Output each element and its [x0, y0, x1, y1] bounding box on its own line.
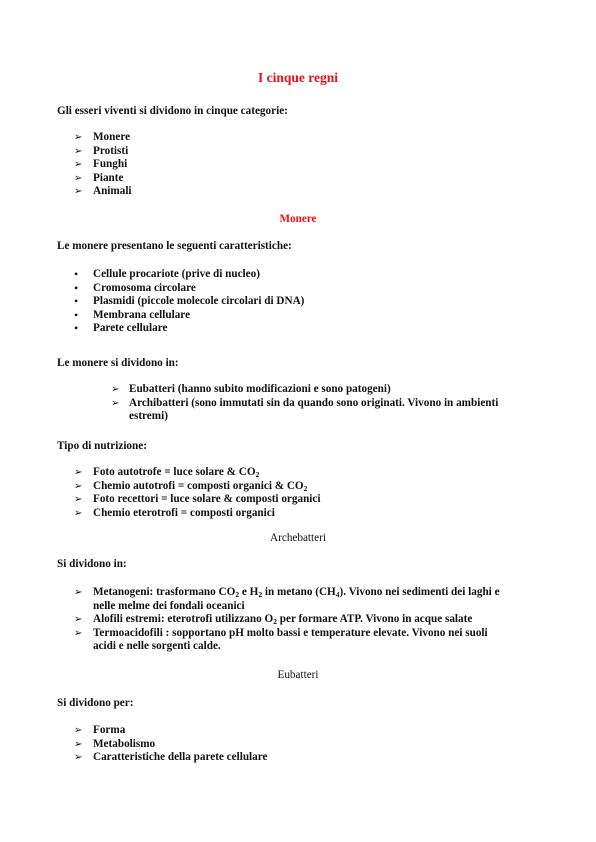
list-item: ➢ Forma	[74, 724, 126, 736]
list-item: ➢ Animali	[74, 185, 132, 198]
arrow-bullet-icon: ➢	[74, 587, 83, 598]
list-item: • Plasmidi (piccole molecole circolari di DNA)	[74, 294, 305, 309]
arrow-bullet-icon: ➢	[111, 384, 120, 395]
arrow-bullet-icon: ➢	[74, 752, 83, 764]
list-item-continuation: nelle melme dei fondali oceanici	[93, 599, 245, 612]
list-item-continuation: estremi)	[129, 410, 168, 423]
bullet-dot-icon: •	[74, 321, 79, 336]
page-title: I cinque regni	[257, 70, 338, 85]
arrow-bullet-icon: ➢	[74, 467, 83, 478]
list-item: ➢ Chemio eterotrofi = composti organici	[74, 506, 275, 519]
list-item: ➢ Monere	[74, 131, 131, 143]
bullet-dot-icon: •	[74, 294, 79, 309]
arrow-bullet-icon: ➢	[74, 507, 83, 519]
list-item: ➢ Metanogeni: trasformano $CO_2$ e $H_2$ in metano $(CH_4)$. Vivono nei sedimenti dei laghi e	[74, 586, 500, 599]
bullet-dot-icon: •	[74, 307, 79, 322]
list-item: ➢ Piante	[74, 171, 124, 184]
arrow-bullet-icon: ➢	[74, 132, 83, 143]
arrow-bullet-icon: ➢	[74, 494, 83, 506]
list-item: ➢ Chemio autotrofi = composti organici & $CO_2$	[74, 479, 308, 493]
section-heading-archebatteri: Archebatteri	[270, 532, 326, 544]
arrow-bullet-icon: ➢	[74, 159, 83, 171]
regni-list	[74, 131, 132, 199]
arrow-bullet-icon: ➢	[74, 725, 83, 736]
arrow-bullet-icon: ➢	[74, 627, 83, 639]
archebatteri-list	[74, 586, 500, 654]
arrow-bullet-icon: ➢	[74, 614, 83, 626]
nutrizione-list	[74, 466, 321, 520]
nutrizione-intro: Tipo di nutrizione:	[57, 440, 147, 452]
list-item: ➢ Foto autotrofe = luce solare & $CO_2$	[74, 466, 260, 479]
eubatteri-intro: Si dividono per:	[57, 697, 134, 709]
arrow-bullet-icon: ➢	[111, 397, 120, 409]
section-heading-monere: Monere	[279, 213, 317, 225]
archebatteri-intro: Si dividono in:	[57, 558, 127, 570]
arrow-bullet-icon: ➢	[74, 186, 83, 198]
list-item: ➢ Protisti	[74, 144, 129, 157]
list-item: • Cellule procariote (prive di nucleo)	[74, 267, 260, 281]
list-item: ➢ Archibatteri (sono immutati sin da quando sono originati. Vivono in ambienti	[111, 396, 499, 409]
eubatteri-list	[74, 724, 268, 765]
arrow-bullet-icon: ➢	[74, 480, 83, 492]
arrow-bullet-icon: ➢	[74, 172, 83, 184]
divisioni-list	[111, 383, 499, 424]
list-item: ➢ Metabolismo	[74, 737, 156, 750]
intro-text: Gli esseri viventi si dividono in cinque categorie:	[57, 105, 288, 117]
list-item: ➢ Alofili estremi: eterotrofi utilizzano $O_2$ per formare ATP. Vivono in acque salate	[74, 613, 473, 627]
bullet-dot-icon: •	[74, 267, 79, 281]
caratteristiche-list	[74, 267, 305, 336]
monere-intro: Le monere presentano le seguenti caratteristiche:	[57, 240, 292, 252]
list-item: • Cromosoma circolare	[74, 280, 196, 295]
list-item: ➢ Funghi	[74, 158, 128, 171]
list-item: ➢ Termoacidofili : sopportano pH molto bassi e temperature elevate. Vivono nei suoli	[74, 626, 488, 639]
arrow-bullet-icon: ➢	[74, 145, 83, 157]
list-item: ➢ Foto recettori = luce solare & composti organici	[74, 493, 321, 506]
arrow-bullet-icon: ➢	[74, 738, 83, 750]
list-item: • Membrana cellulare	[74, 307, 191, 322]
list-item: • Parete cellulare	[74, 321, 168, 336]
section-heading-eubatteri: Eubatteri	[277, 669, 319, 681]
bullet-dot-icon: •	[74, 280, 79, 295]
monere-divisione-intro: Le monere si dividono in:	[57, 357, 179, 369]
list-item-continuation: acidi e nelle sorgenti calde.	[93, 640, 221, 653]
list-item: ➢ Eubatteri (hanno subito modificazioni e sono patogeni)	[111, 383, 391, 395]
list-item: ➢ Caratteristiche della parete cellulare	[74, 751, 268, 764]
